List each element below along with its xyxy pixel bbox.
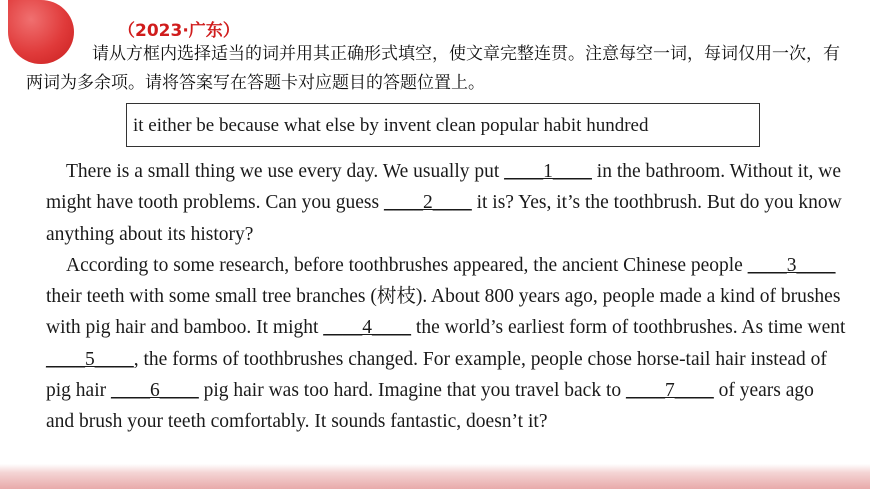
bottom-decor-bar	[0, 464, 870, 489]
passage-text: it is? Yes, it’s the toothbrush. But do you know anything about its history?	[46, 192, 842, 245]
blank-2: ____2____	[383, 192, 472, 214]
passage	[46, 156, 846, 438]
passage-paragraph-1	[46, 156, 846, 250]
passage-text: their teeth with some small tree branches (树枝). About 800 years ago, people made a kind of brushes with pig hair and bamboo. It might	[46, 286, 841, 339]
passage-paragraph-2	[46, 250, 846, 438]
exam-source-title: （2023·广东）	[118, 21, 240, 41]
passage-text: There is a small thing we use every day. We usually put	[66, 161, 505, 182]
passage-text: , the forms of toothbrushes changed. For example, people chose horse-tail hair instead of pig hair	[46, 348, 827, 402]
blank-5: ____5____	[46, 348, 134, 370]
blank-6: ____6____	[110, 380, 199, 402]
blank-7: ____7____	[625, 380, 714, 402]
passage-text: According to some research, before toothbrushes appeared, the ancient Chinese people	[66, 254, 748, 276]
word-bank-box: it either be because what else by invent clean popular habit hundred	[126, 103, 760, 147]
passage-text: the world’s earliest form of toothbrushes. As time went	[411, 317, 846, 339]
blank-4: ____4____	[323, 317, 412, 339]
passage-text: pig hair was too hard. Imagine that you travel back to	[198, 380, 626, 402]
passage-text: in the bathroom. Without it, we might have tooth problems. Can you guess	[46, 161, 841, 214]
instruction-text: 请从方框内选择适当的词并用其正确形式填空，使文章完整连贯。注意每空一词，每词仅用一次，有两词为多余项。请将答案写在答题卡对应题目的答题位置上。	[26, 44, 840, 93]
passage-text: of years ago and brush your teeth comfortably. It sounds fantastic, doesn’t it?	[46, 380, 814, 433]
blank-3: ____3____	[747, 254, 836, 276]
blank-1: ____1____	[504, 161, 592, 182]
